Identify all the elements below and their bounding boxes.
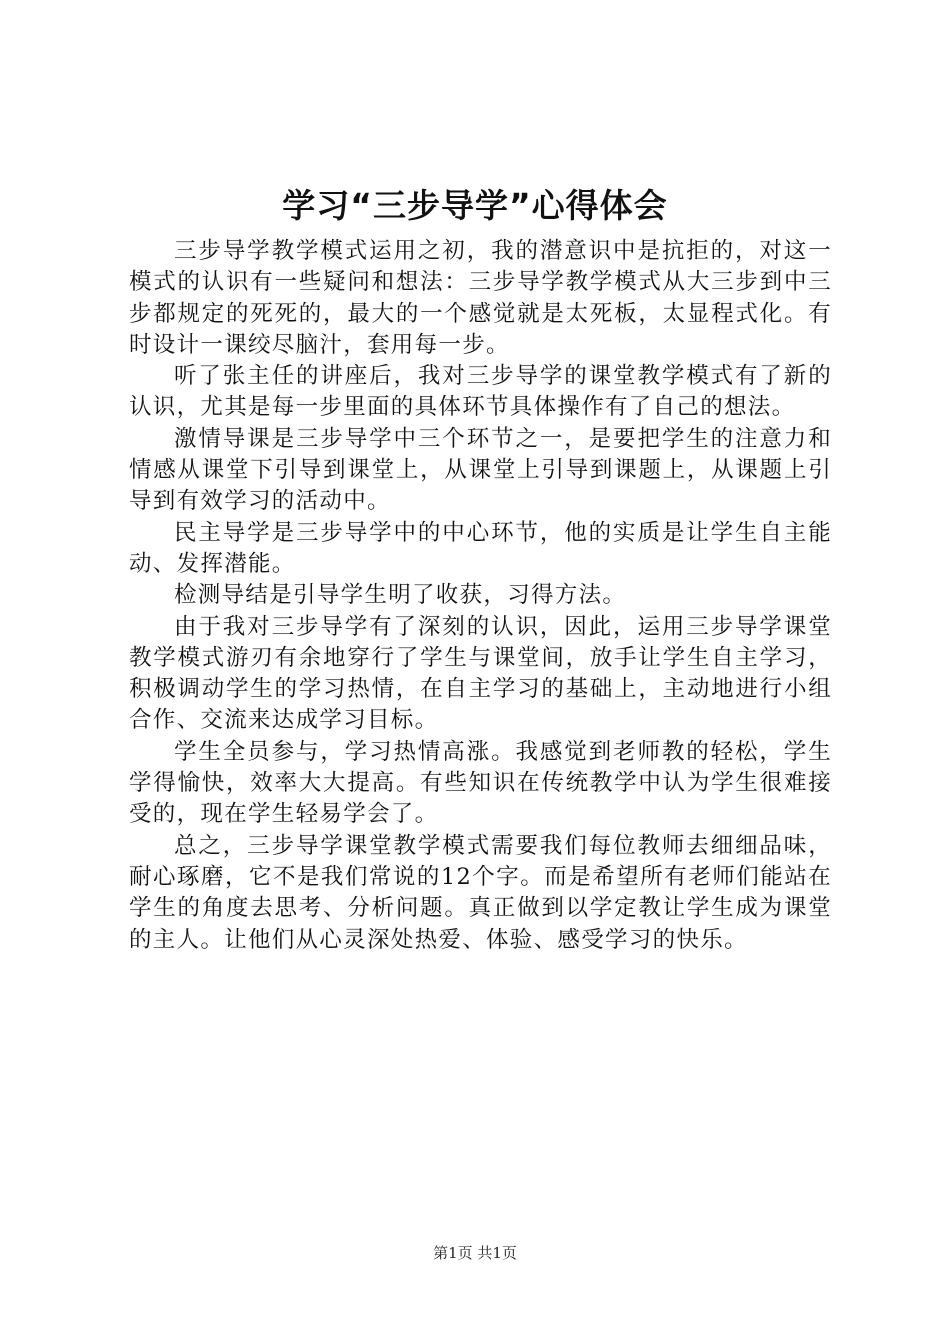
paragraph: 检测导结是引导学生明了收获，习得方法。: [174, 582, 627, 609]
document-title: 学习“三步导学”心得体会: [282, 186, 668, 225]
paragraph: 学生全员参与，学习热情高涨。我感觉到老师教的轻松，学生学得愉快，效率大大提高。有些知识在传统教学中认为学生很难接受的，现在学生轻易学会了。: [129, 738, 832, 828]
paragraph: 激情导课是三步导学中三个环节之一，是要把学生的注意力和情感从课堂下引导到课堂上，从课堂上引导到课题上，从课题上引导到有效学习的活动中。: [129, 425, 832, 515]
paragraph: 三步导学教学模式运用之初，我的潜意识中是抗拒的，对这一模式的认识有一些疑问和想法：三步导学教学模式从大三步到中三步都规定的死死的，最大的一个感觉就是太死板，太显程式化。有时设计一课绞尽脑汁，套用每一步。: [129, 238, 832, 358]
paragraph: 总之，三步导学课堂教学模式需要我们每位教师去细细品味，耐心琢磨，它不是我们常说的12个字。而是希望所有老师们能站在学生的角度去思考、分析问题。真正做到以学定教让学生成为课堂的主人。让他们从心灵深处热爱、体验、感受学习的快乐。: [129, 832, 832, 953]
paragraph: 听了张主任的讲座后，我对三步导学的课堂教学模式有了新的认识，尤其是每一步里面的具体环节具体操作有了自己的想法。: [129, 363, 832, 421]
document-body: [129, 236, 832, 956]
page-footer: 第1页 共1页: [433, 1244, 517, 1262]
paragraph: 由于我对三步导学有了深刻的认识，因此，运用三步导学课堂教学模式游刃有余地穿行了学生与课堂间，放手让学生自主学习，积极调动学生的学习热情，在自主学习的基础上，主动地进行小组合作、交流来达成学习目标。: [129, 613, 832, 734]
paragraph: 民主导学是三步导学中的中心环节，他的实质是让学生自主能动、发挥潜能。: [129, 519, 832, 577]
